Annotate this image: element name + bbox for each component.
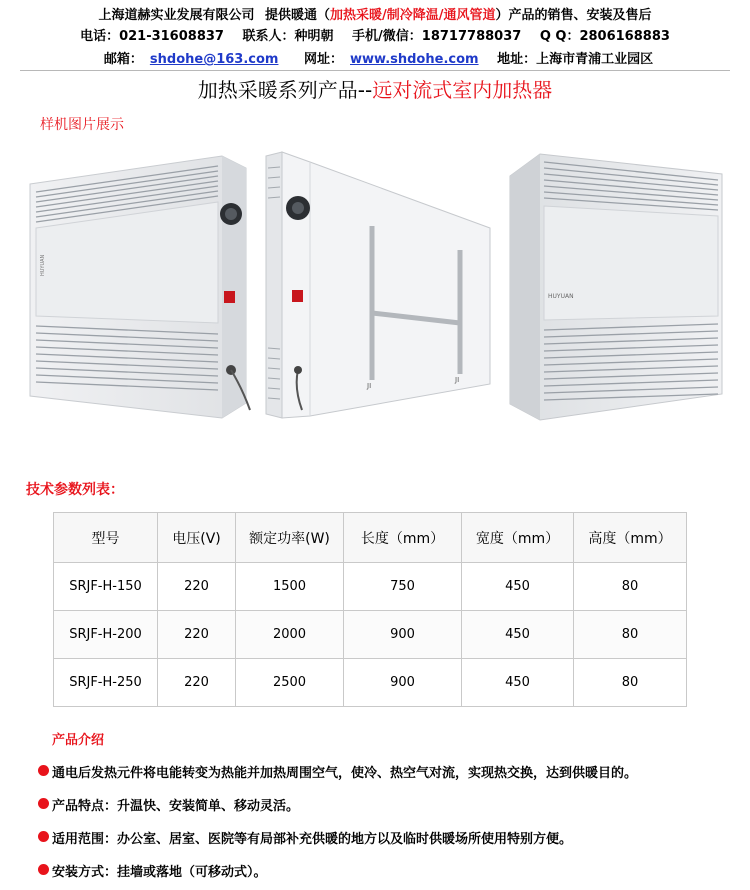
page-title [0,74,750,103]
cell-width: 450 [462,659,574,707]
heater-photo-side [262,148,494,428]
col-header-height: 高度（mm） [574,513,687,563]
table-header-row [54,513,687,563]
title-black: 加热采暖系列产品-- [197,78,373,102]
svg-text:JI: JI [367,382,372,390]
header-company-line [0,4,750,23]
cell-height: 80 [574,611,687,659]
intro-text: 通电后发热元件将电能转变为热能并加热周围空气，使冷、热空气对流，实现热交换，达到供暖目的。 [52,766,638,781]
specs-section-label: 技术参数列表： [26,482,124,498]
header-contact-line [0,25,750,44]
intro-text: 产品特点：升温快、安装简单、移动灵活。 [52,799,300,814]
cell-power: 2000 [236,611,344,659]
cell-width: 450 [462,563,574,611]
title-red: 远对流式室内加热器 [372,78,553,102]
cell-length: 900 [344,611,462,659]
intro-text: 安装方式：挂墙或落地（可移动式）。 [52,865,267,880]
qq-text: Q Q：2806168883 [539,29,670,44]
bullet-dot-icon [38,765,49,776]
bullet-dot-icon [38,864,49,875]
header-divider [20,70,730,71]
header-web-line [0,48,750,67]
site-label: 网址： [303,52,343,67]
table-row [54,563,687,611]
email-group [97,52,279,67]
cell-length: 900 [344,659,462,707]
bullet-dot-icon [38,798,49,809]
intro-section-label: 产品介绍 [52,733,105,748]
heater-photo-front [22,148,252,428]
offer-highlight: 加热采暖/制冷降温/通风管道 [330,8,496,23]
address-text: 地址：上海市青浦工业园区 [497,52,654,67]
cell-voltage: 220 [158,659,236,707]
list-item [38,828,738,861]
bullet-dot-icon [38,831,49,842]
brand-label-3: HUYUAN [548,293,574,300]
col-header-voltage: 电压(V) [158,513,236,563]
cell-power: 1500 [236,563,344,611]
cell-model: SRJF-H-150 [54,563,158,611]
cell-model: SRJF-H-200 [54,611,158,659]
offer-suffix: ）产品的销售、安装及售后 [495,8,652,23]
company-name: 上海道赫实业发展有限公司 [98,8,255,23]
phone-text: 电话：021-31608837 [80,29,224,44]
cell-power: 2500 [236,659,344,707]
cell-voltage: 220 [158,611,236,659]
site-link[interactable]: www.shdohe.com [350,52,479,67]
list-item [38,762,738,795]
svg-text:JI: JI [455,376,460,384]
col-header-width: 宽度（mm） [462,513,574,563]
cell-voltage: 220 [158,563,236,611]
intro-text: 适用范围：办公室、居室、医院等有局部补充供暖的地方以及临时供暖场所使用特别方便。 [52,832,573,847]
cell-height: 80 [574,659,687,707]
col-header-length: 长度（mm） [344,513,462,563]
list-item [38,861,738,890]
col-header-power: 额定功率(W) [236,513,344,563]
mobile-text: 手机/微信：18717788037 [352,29,522,44]
email-label: 邮箱： [103,52,143,67]
email-link[interactable]: shdohe@163.com [149,52,279,67]
cell-model: SRJF-H-250 [54,659,158,707]
heater-photo-angle [500,148,728,428]
site-group [297,52,479,67]
cell-length: 750 [344,563,462,611]
list-item [38,795,738,828]
table-row [54,659,687,707]
cell-width: 450 [462,611,574,659]
contact-text: 联系人：种明朝 [242,29,334,44]
col-header-model: 型号 [54,513,158,563]
brand-label-1: HUYUAN [40,254,46,276]
photos-section-label: 样机图片展示 [40,117,124,133]
cell-height: 80 [574,563,687,611]
table-row [54,611,687,659]
intro-list [38,762,738,890]
offer-prefix: 提供暖通（ [265,8,331,23]
specs-table [53,512,687,707]
